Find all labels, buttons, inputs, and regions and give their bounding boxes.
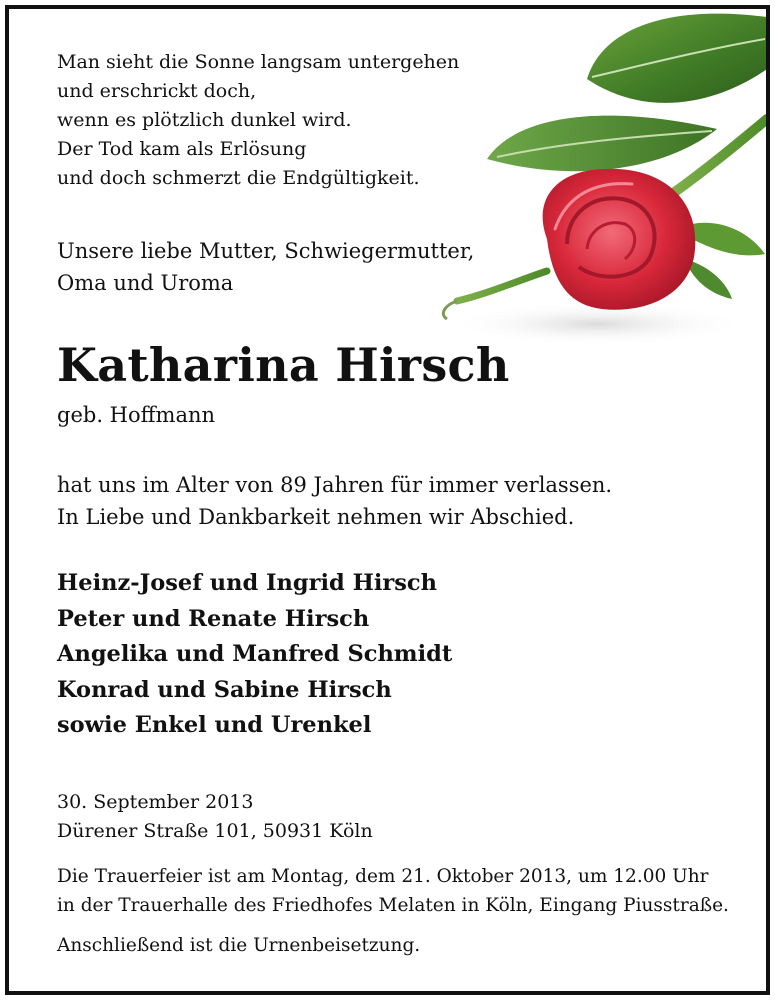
family-member: Angelika und Manfred Schmidt: [57, 641, 453, 667]
family-list: [57, 566, 452, 744]
maiden-name: geb. Hoffmann: [57, 403, 216, 427]
poem-line: Man sieht die Sonne langsam untergehen: [57, 51, 460, 73]
farewell-message: [57, 469, 612, 533]
notice-address: Dürener Straße 101, 50931 Köln: [57, 820, 373, 842]
ceremony-line: in der Trauerhalle des Friedhofes Melaten in Köln, Eingang Piusstraße.: [57, 895, 729, 916]
intro-line: Oma und Uroma: [57, 271, 234, 295]
intro-line: Unsere liebe Mutter, Schwiegermutter,: [57, 239, 475, 263]
message-line: hat uns im Alter von 89 Jahren für immer verlassen.: [57, 473, 613, 497]
poem-line: und erschrickt doch,: [57, 80, 257, 102]
poem-line: und doch schmerzt die Endgültigkeit.: [57, 167, 420, 189]
family-member: Peter und Renate Hirsch: [57, 605, 370, 632]
family-member: Heinz-Josef und Ingrid Hirsch: [57, 570, 437, 596]
poem: [57, 48, 459, 193]
notice-date: 30. September 2013: [57, 791, 254, 813]
deceased-name: Katharina Hirsch: [57, 338, 510, 392]
poem-line: wenn es plötzlich dunkel wird.: [57, 109, 352, 131]
poem-line: Der Tod kam als Erlösung: [57, 138, 307, 160]
family-member: sowie Enkel und Urenkel: [57, 712, 372, 738]
intro-text: [57, 235, 474, 299]
date-and-address: [57, 788, 373, 846]
burial-info: Anschließend ist die Urnenbeisetzung.: [57, 935, 421, 956]
ceremony-line: Die Trauerfeier ist am Montag, dem 21. Oktober 2013, um 12.00 Uhr: [57, 866, 709, 887]
family-member: Konrad und Sabine Hirsch: [57, 676, 392, 703]
ceremony-info: [57, 862, 729, 920]
obituary-notice: [5, 5, 770, 995]
rose-icon: [427, 9, 767, 354]
message-line: In Liebe und Dankbarkeit nehmen wir Abschied.: [57, 505, 575, 529]
